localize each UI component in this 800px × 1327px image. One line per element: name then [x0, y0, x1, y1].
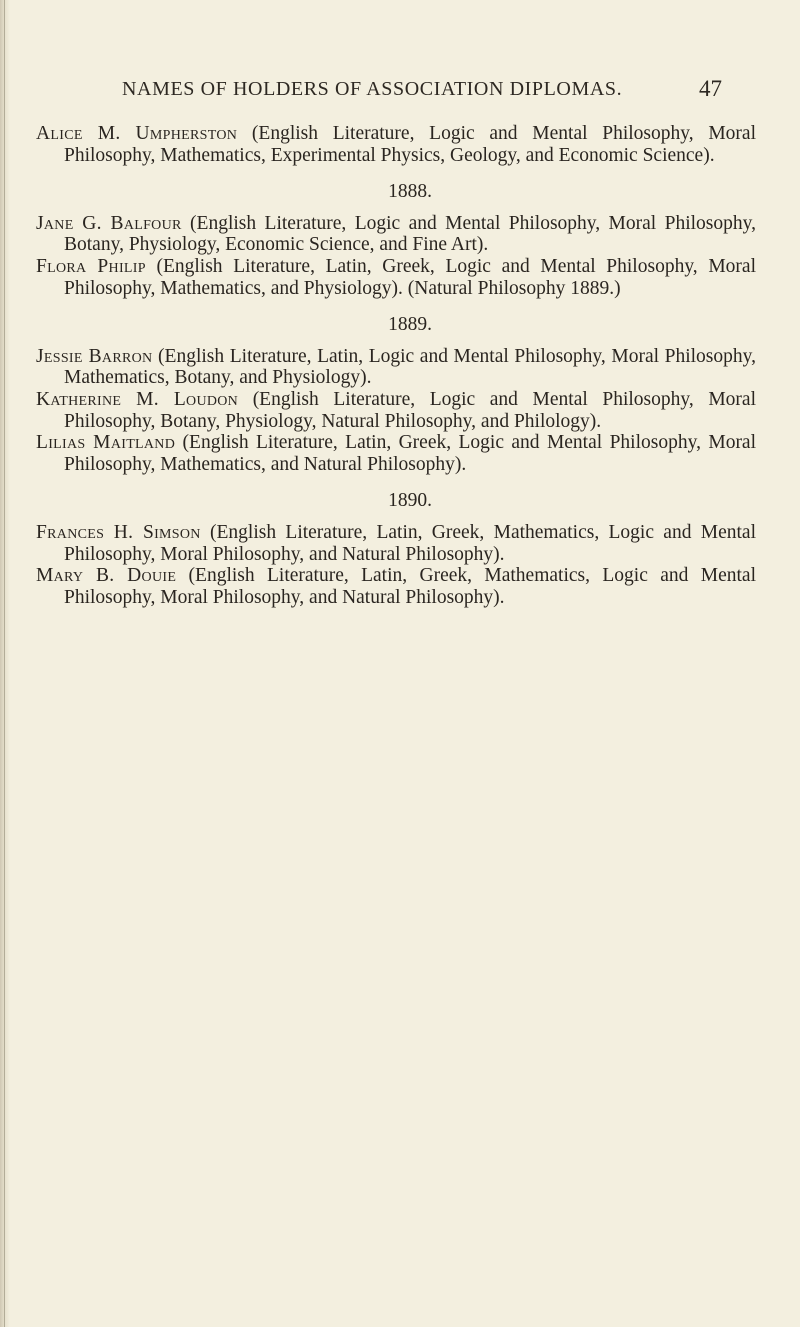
list-entry	[36, 346, 756, 389]
page-number: 47	[699, 76, 722, 101]
list-entry	[36, 213, 756, 256]
running-head	[0, 78, 800, 108]
year-heading: 1888.	[388, 181, 432, 203]
list-entry	[36, 389, 756, 432]
subjects-text: (English Literature, Latin, Greek, Logic and Mental Philosophy, Moral Philosophy, Mathematics, and Physiology). (Natural Philosophy 1889.)	[64, 255, 756, 299]
holder-name: Jane G. Balfour	[36, 212, 182, 234]
holder-name: Frances H. Simson	[36, 521, 201, 543]
subjects-text: (English Literature, Logic and Mental Philosophy, Moral Philosophy, Botany, Physiology, Economic Science, and Fine Art).	[64, 212, 756, 256]
year-heading: 1889.	[388, 314, 432, 336]
list-entry	[36, 432, 756, 475]
holder-name: Jessie Barron	[36, 345, 153, 367]
subjects-text: (English Literature, Latin, Greek, Mathematics, Logic and Mental Philosophy, Moral Philosophy, and Natural Philosophy).	[64, 521, 756, 565]
subjects-text: (English Literature, Latin, Greek, Mathematics, Logic and Mental Philosophy, Moral Philosophy, and Natural Philosophy).	[64, 565, 756, 608]
list-entry	[36, 256, 756, 299]
holder-name: Lilias Maitland	[36, 432, 176, 454]
subjects-text: (English Literature, Logic and Mental Philosophy, Moral Philosophy, Botany, Physiology, Natural Philosophy, and Philology).	[64, 388, 756, 432]
subjects-text: (English Literature, Logic and Mental Philosophy, Moral Philosophy, Mathematics, Experimental Physics, Geology, and Economic Science).	[64, 123, 756, 166]
holder-name: Mary B. Douie	[36, 565, 177, 587]
list-entry	[36, 522, 756, 565]
subjects-text: (English Literature, Latin, Logic and Mental Philosophy, Moral Philosophy, Mathematics, Botany, and Physiology).	[64, 345, 756, 389]
subjects-text: (English Literature, Latin, Greek, Logic and Mental Philosophy, Moral Philosophy, Mathematics, and Natural Philosophy).	[64, 432, 757, 475]
list-entry	[36, 565, 756, 608]
year-heading: 1890.	[388, 490, 432, 512]
holder-name: Katherine M. Loudon	[36, 388, 239, 410]
diploma-list	[36, 123, 756, 608]
holder-name: Flora Philip	[36, 255, 146, 277]
list-entry	[36, 123, 756, 166]
running-title: NAMES OF HOLDERS OF ASSOCIATION DIPLOMAS.	[122, 78, 623, 100]
holder-name: Alice M. Umpherston	[36, 123, 238, 144]
